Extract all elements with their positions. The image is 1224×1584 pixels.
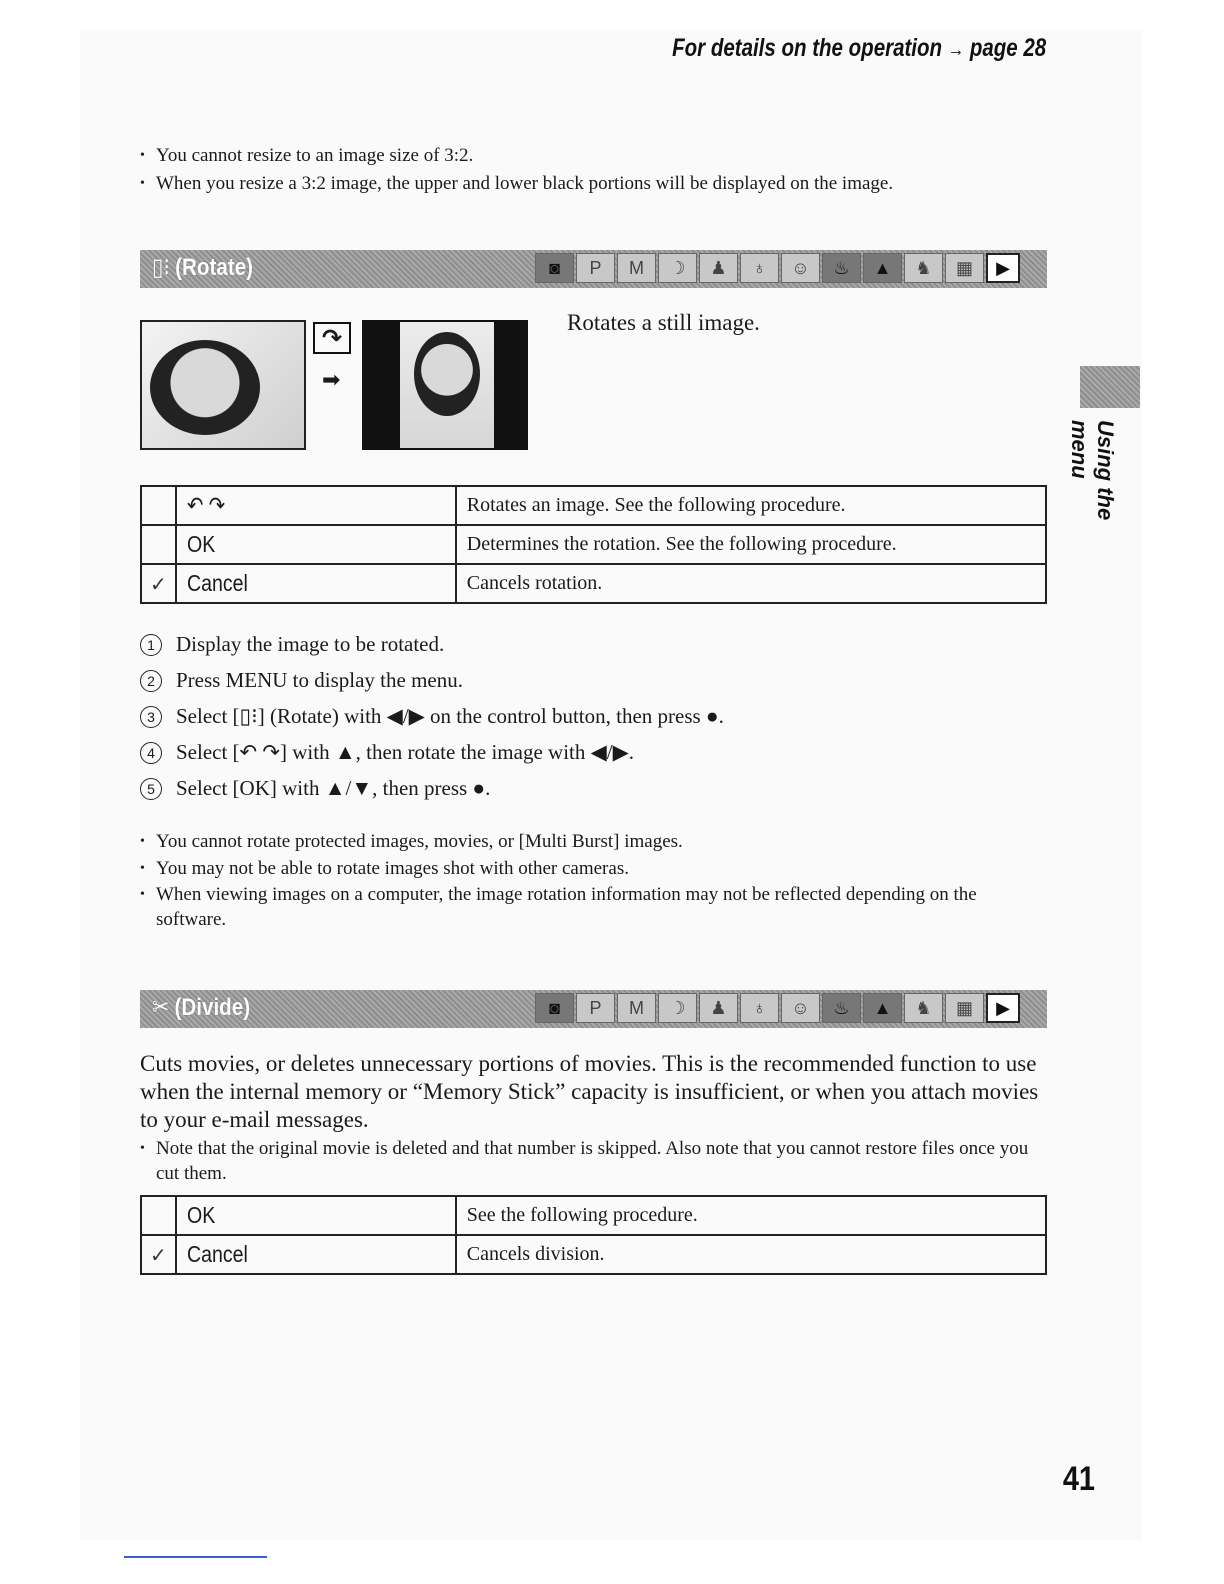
table-row <box>141 525 1046 564</box>
note-item: • When viewing images on a computer, the image rotation information may not be reflected depending on the software. <box>140 882 1040 932</box>
check-cell <box>141 1196 176 1235</box>
landscape-icon: ▲ <box>863 993 902 1023</box>
note-item: • You cannot resize to an image size of 3:2. <box>140 142 1040 170</box>
arrow-icon: → <box>947 39 964 61</box>
mode-m: M <box>617 253 656 283</box>
page-number: 41 <box>1062 1460 1095 1498</box>
rotate-steps <box>140 626 724 806</box>
mode-m: M <box>617 993 656 1023</box>
check-cell <box>141 525 176 564</box>
divide-paragraph: Cuts movies, or deletes unnecessary portions of movies. This is the recommended function to use when the internal memory or “Memory Stick” capacity is insufficient, or when you attach movies to your e-mail messages. <box>140 1051 1039 1132</box>
side-tab <box>1080 366 1140 408</box>
side-label: Using the menu <box>1067 420 1118 521</box>
option-desc: Cancels division. <box>456 1235 1046 1274</box>
option-desc: Determines the rotation. See the following procedure. <box>456 525 1046 564</box>
playback-icon: ▶ <box>986 253 1020 283</box>
step-item: 4 Select [↶ ↷] with ▲, then rotate the image with ◀/▶. <box>140 734 724 770</box>
table-row <box>141 1235 1046 1274</box>
rotate-options-table <box>140 485 1047 604</box>
photo-after-rotation <box>362 320 528 450</box>
rotate-title: ▯⁝ (Rotate) <box>152 254 254 281</box>
movie-icon: ▦ <box>945 993 984 1023</box>
high-sensitivity-icon: ♞ <box>904 993 943 1023</box>
resize-notes <box>140 142 1040 198</box>
option-key: ↶ ↷ <box>176 486 456 525</box>
soft-snap-icon: ☺ <box>781 993 820 1023</box>
soft-snap-icon: ☺ <box>781 253 820 283</box>
high-sensitivity-icon: ♞ <box>904 253 943 283</box>
right-arrow-icon: ➡ <box>322 368 341 393</box>
divide-options-table <box>140 1195 1047 1275</box>
note-item: • Note that the original movie is deleted and that number is skipped. Also note that you cannot restore files once you cut them. <box>140 1136 1045 1186</box>
mode-icons <box>535 253 1022 285</box>
option-key: Cancel <box>176 1235 456 1274</box>
option-desc: Cancels rotation. <box>456 564 1046 603</box>
table-row <box>141 564 1046 603</box>
rotate-icon: ▯⁝ <box>152 254 170 281</box>
check-cell <box>141 486 176 525</box>
playback-icon: ▶ <box>986 993 1020 1023</box>
note-item: • When you resize a 3:2 image, the upper and lower black portions will be displayed on the image. <box>140 170 1040 198</box>
option-key: OK <box>176 525 456 564</box>
footer-line <box>124 1556 267 1558</box>
movie-icon: ▦ <box>945 253 984 283</box>
divide-section-bar <box>140 990 1047 1028</box>
twilight-icon: ☽ <box>658 993 697 1023</box>
candle-icon: ♁ <box>740 253 779 283</box>
step-item: 1 Display the image to be rotated. <box>140 626 724 662</box>
divide-notes <box>140 1136 1045 1186</box>
option-desc: See the following procedure. <box>456 1196 1046 1235</box>
beach-icon: ♨ <box>822 993 861 1023</box>
page-header <box>672 34 1046 63</box>
table-row <box>141 1196 1046 1235</box>
photo-before-rotation <box>140 320 306 450</box>
scissors-icon: ✂ <box>152 994 170 1021</box>
checkmark-icon: ✓ <box>141 564 176 603</box>
rotate-section-bar <box>140 250 1047 288</box>
twilight-portrait-icon: ♟ <box>699 253 738 283</box>
note-item: • You cannot rotate protected images, movies, or [Multi Burst] images. <box>140 828 1040 855</box>
beach-icon: ♨ <box>822 253 861 283</box>
portrait-image <box>414 332 480 416</box>
step-item: 2 Press MENU to display the menu. <box>140 662 724 698</box>
rotate-lead: Rotates a still image. <box>567 310 760 335</box>
rotate-notes <box>140 828 1040 932</box>
camera-icon: ◙ <box>535 993 574 1023</box>
checkmark-icon: ✓ <box>141 1235 176 1274</box>
mode-p: P <box>576 993 615 1023</box>
portrait-image <box>150 340 260 435</box>
step-item: 3 Select [▯⁝] (Rotate) with ◀/▶ on the control button, then press ●. <box>140 698 724 734</box>
rotate-clockwise-icon: ↷ <box>313 322 351 354</box>
twilight-icon: ☽ <box>658 253 697 283</box>
mode-icons <box>535 993 1022 1025</box>
candle-icon: ♁ <box>740 993 779 1023</box>
camera-icon: ◙ <box>535 253 574 283</box>
option-key: OK <box>176 1196 456 1235</box>
landscape-icon: ▲ <box>863 253 902 283</box>
option-desc: Rotates an image. See the following procedure. <box>456 486 1046 525</box>
header-page-ref: page 28 <box>969 34 1046 62</box>
option-key: Cancel <box>176 564 456 603</box>
step-item: 5 Select [OK] with ▲/▼, then press ●. <box>140 770 724 806</box>
table-row <box>141 486 1046 525</box>
header-text: For details on the operation <box>671 34 942 62</box>
twilight-portrait-icon: ♟ <box>699 993 738 1023</box>
divide-title: ✂ (Divide) <box>152 994 251 1021</box>
mode-p: P <box>576 253 615 283</box>
note-item: • You may not be able to rotate images shot with other cameras. <box>140 855 1040 882</box>
